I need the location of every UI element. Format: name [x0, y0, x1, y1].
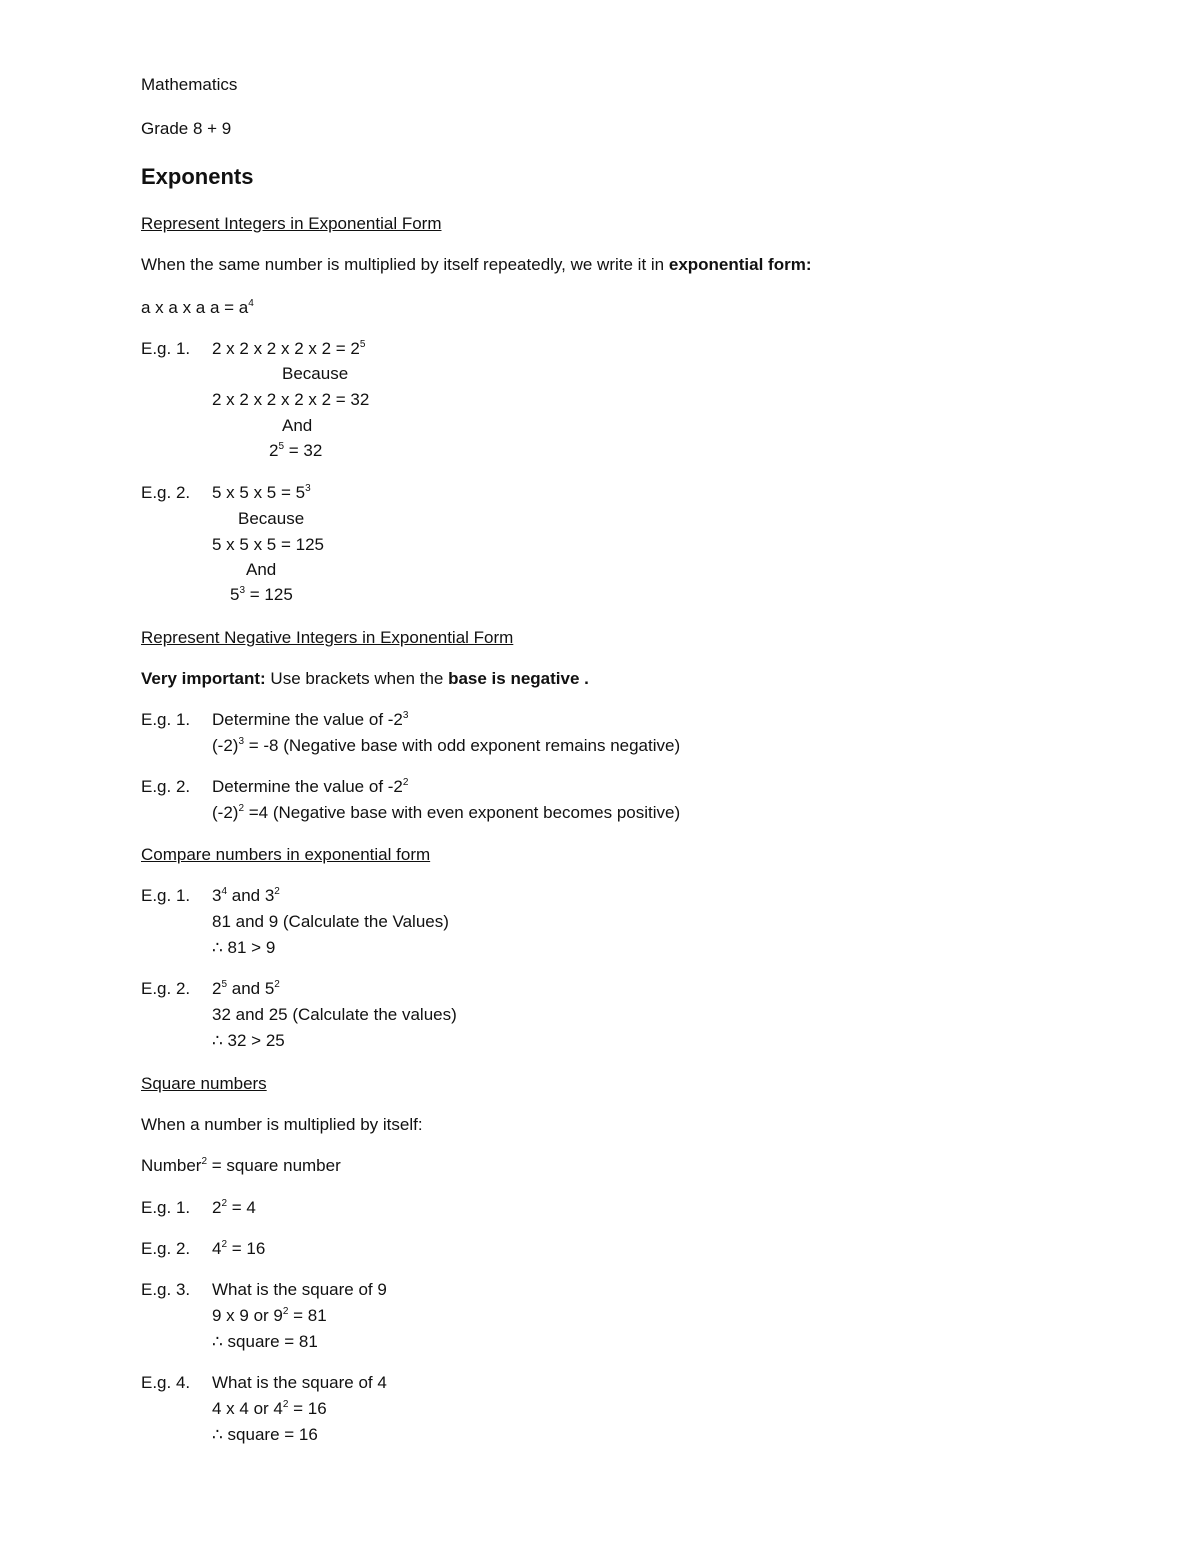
important-note: Very important: Use brackets when the base is negative .	[141, 669, 589, 688]
example-label: E.g. 1.	[141, 710, 191, 729]
example-label: E.g. 2.	[141, 483, 191, 502]
example-label: E.g. 2.	[141, 1239, 191, 1258]
section-heading-square: Square numbers	[141, 1074, 267, 1093]
section-intro: When a number is multiplied by itself:	[141, 1115, 423, 1134]
page-title: Exponents	[141, 164, 254, 189]
example-label: E.g. 4.	[141, 1373, 191, 1392]
example-line: 9 x 9 or $9^2 = 81$	[212, 1306, 327, 1325]
example-line: 5 x 5 x 5 = 125	[212, 535, 324, 554]
example-line: 2 x 2 x 2 x 2 x 2 = 32	[212, 390, 370, 409]
example-line: 4 x 4 or $4^2 = 16$	[212, 1399, 327, 1418]
exponent-rule: a x a x a $a = a^4$	[141, 298, 254, 317]
section-intro: When the same number is multiplied by itself repeatedly, we write it in exponential form:	[141, 255, 812, 274]
example-line: ∴ 81 > 9	[212, 938, 276, 957]
example-label: E.g. 1.	[141, 1198, 191, 1217]
example-label: E.g. 1.	[141, 886, 191, 905]
subject-label: Mathematics	[141, 75, 238, 94]
example-line: Because	[238, 509, 305, 528]
section-heading-compare: Compare numbers in exponential form	[141, 845, 431, 864]
example-line: $4^2 = 16$	[212, 1239, 266, 1258]
example-line: Because	[282, 364, 349, 383]
example-line: 32 and 25 (Calculate the values)	[212, 1005, 457, 1024]
example-line: ∴ square = 81	[212, 1332, 318, 1351]
grade-label: Grade 8 + 9	[141, 119, 232, 138]
example-line: 81 and 9 (Calculate the Values)	[212, 912, 449, 931]
example-line: 5 x 5 x $5 = 5^3$	[212, 483, 311, 502]
example-line: ∴ square = 16	[212, 1425, 318, 1444]
example-line: $2^5 = 32$	[269, 441, 323, 460]
example-line: $2^5$ and $5^2$	[212, 979, 280, 998]
example-line: What is the square of 9	[212, 1280, 387, 1299]
example-label: E.g. 3.	[141, 1280, 191, 1299]
example-line: 2 x 2 x 2 x 2 x $2 = 2^5$	[212, 339, 366, 358]
example-line: Determine the value of $-2^2$	[212, 777, 409, 796]
example-line: What is the square of 4	[212, 1373, 387, 1392]
example-line: And	[246, 560, 277, 579]
example-label: E.g. 2.	[141, 979, 191, 998]
example-label: E.g. 2.	[141, 777, 191, 796]
example-line: ∴ 32 > 25	[212, 1031, 285, 1050]
example-line: $2^2 = 4$	[212, 1198, 256, 1217]
section-heading-integers: Represent Integers in Exponential Form	[141, 214, 442, 233]
example-label: E.g. 1.	[141, 339, 191, 358]
section-heading-negative: Represent Negative Integers in Exponential Form	[141, 628, 514, 647]
example-line: $3^4$ and $3^2$	[212, 886, 280, 905]
example-line: $(-2)^2 =4$ (Negative base with even exponent becomes positive)	[212, 803, 681, 822]
example-line: And	[282, 416, 313, 435]
example-line: $(-2)^3 = -8$ (Negative base with odd exponent remains negative)	[212, 736, 681, 755]
square-rule: Number$^2$ = square number	[141, 1156, 341, 1175]
example-line: $5^3 = 125$	[230, 585, 293, 604]
example-line: Determine the value of $-2^3$	[212, 710, 409, 729]
